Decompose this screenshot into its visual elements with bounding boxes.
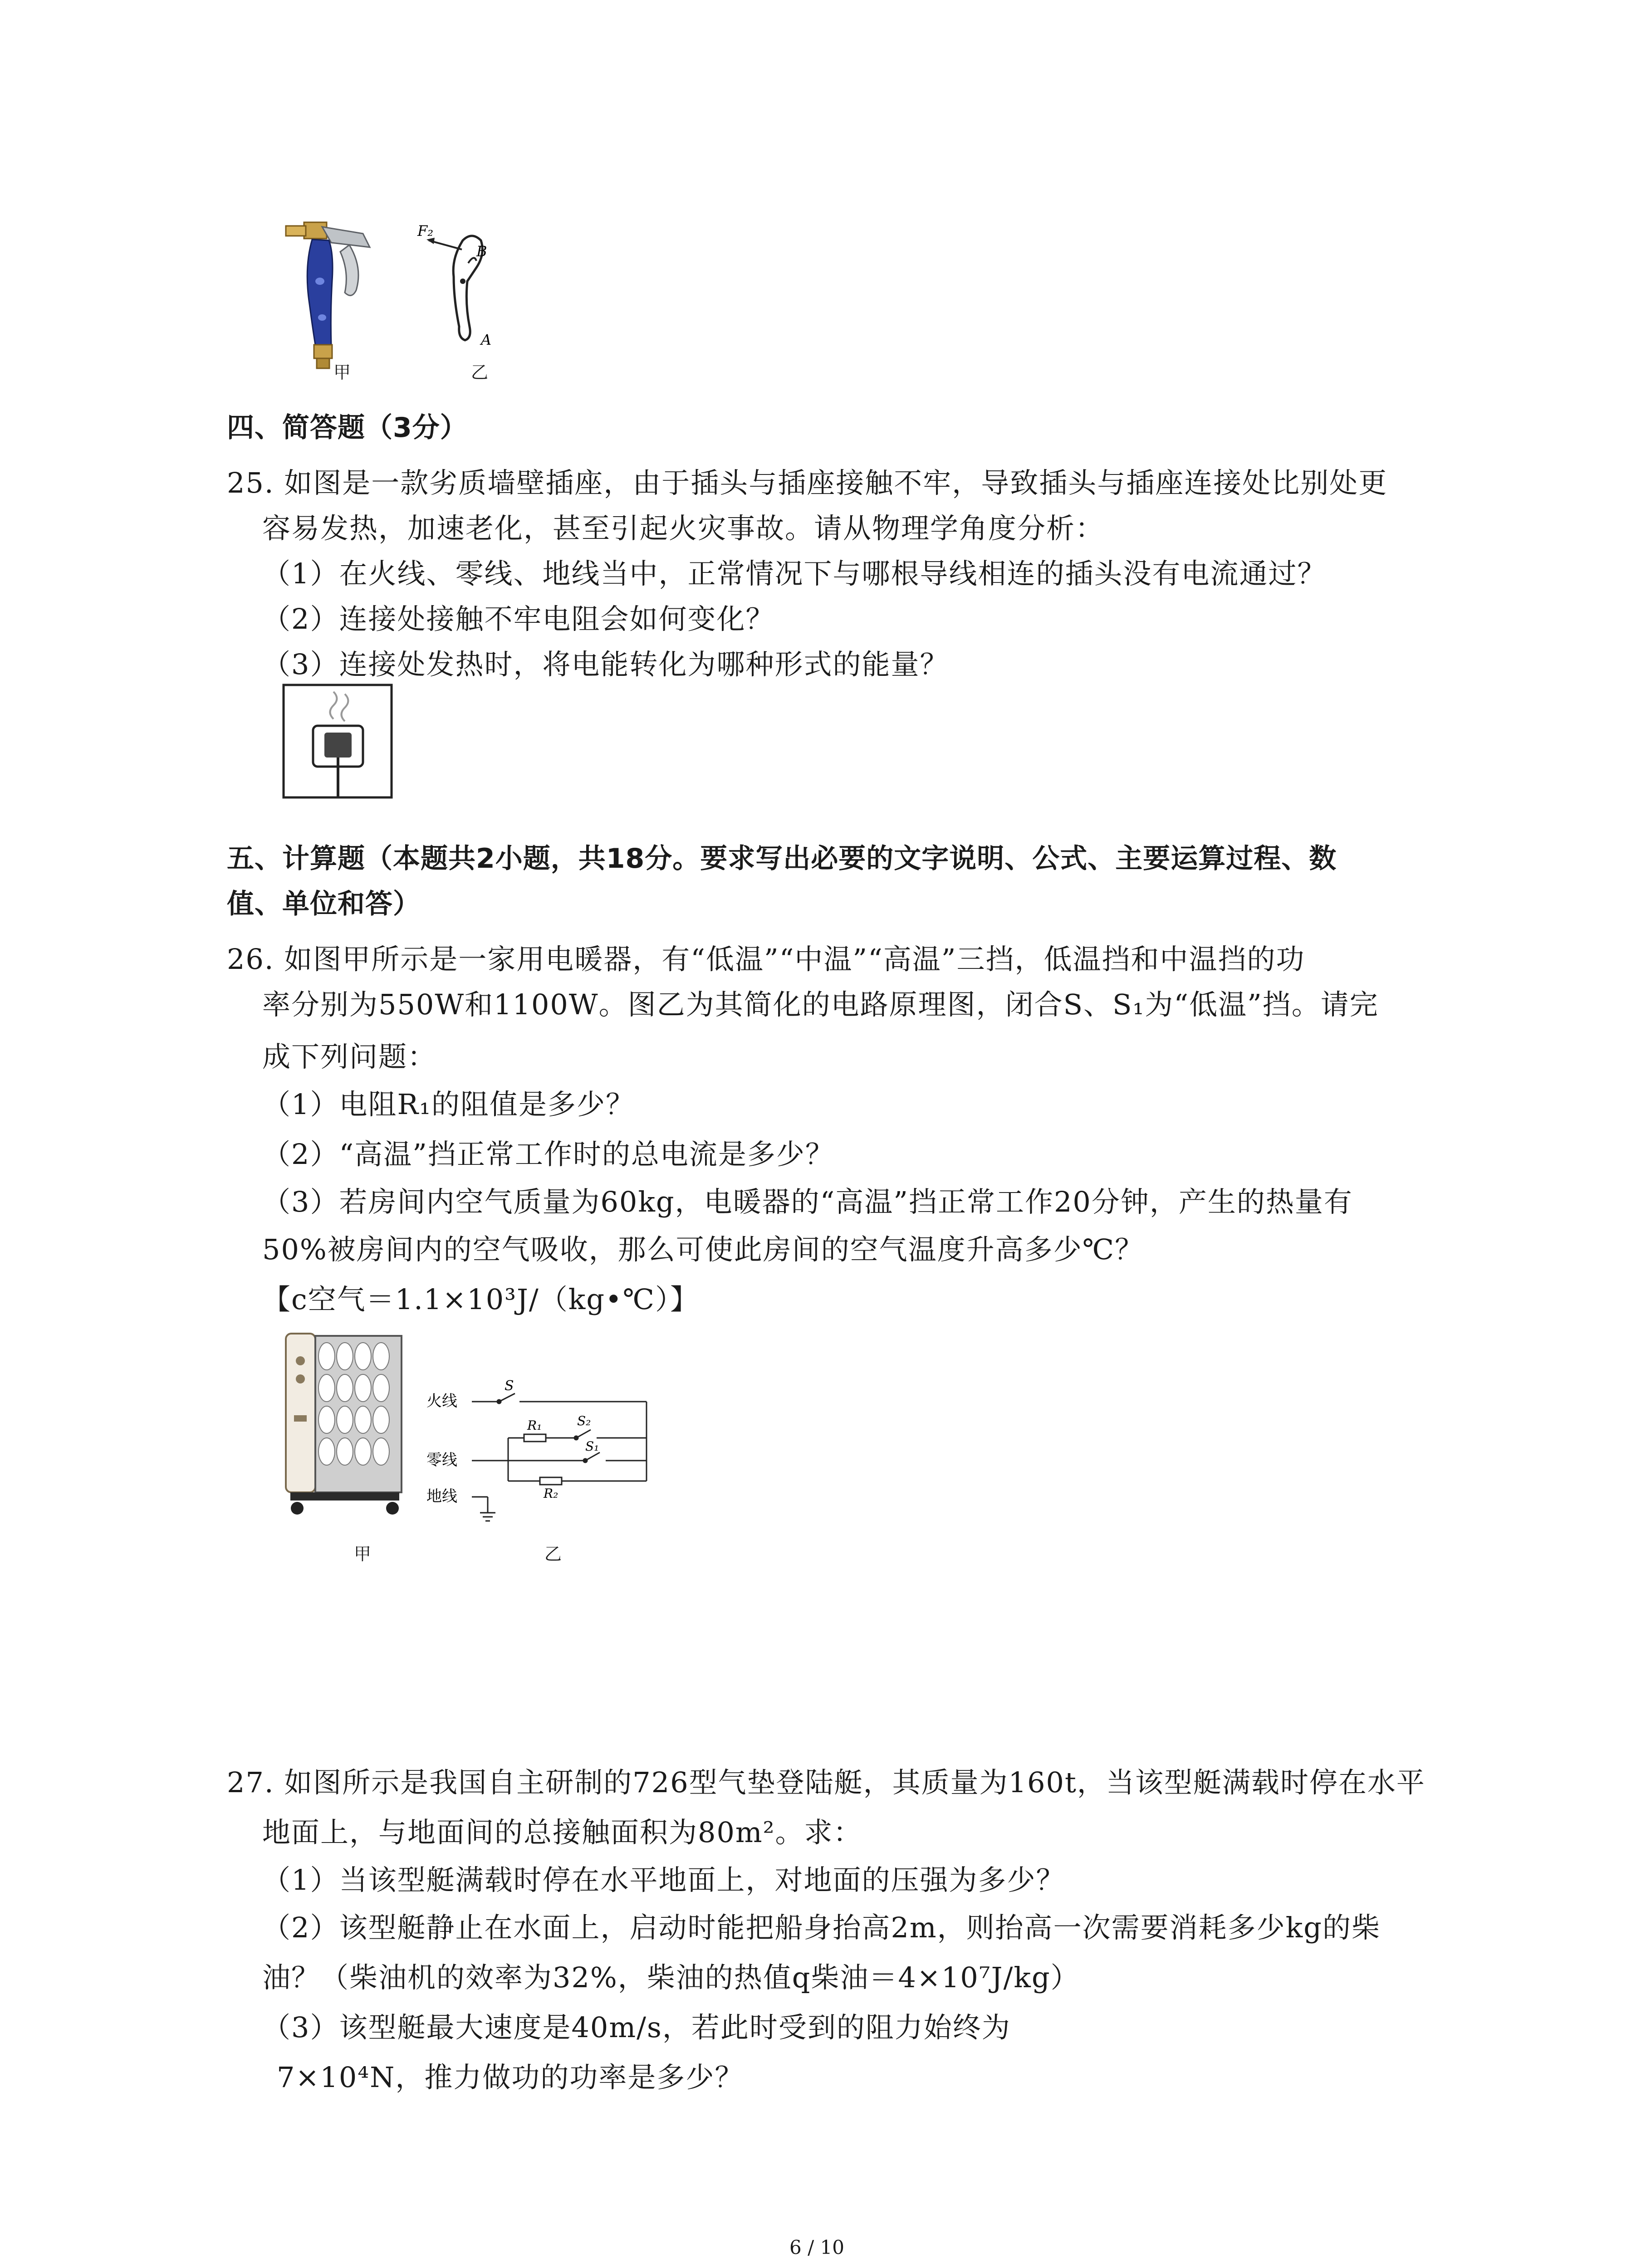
lever-diagram [408,213,513,367]
q26-sub-3a: （3）若房间内空气质量为60kg，电暖器的“高温”挡正常工作20分钟，产生的热量有 [262,1185,1353,1218]
label-F2: F₂ [417,222,434,240]
q27-sub-3a: （3）该型艇最大速度是40m/s，若此时受到的阻力始终为 [262,2011,1011,2044]
label-switch-S: S [505,1378,514,1394]
q27-sub-1: （1）当该型艇满载时停在水平地面上，对地面的压强为多少？ [262,1863,1065,1897]
q26-sub-3b: 50%被房间内的空气吸收，那么可使此房间的空气温度升高多少℃？ [262,1233,1144,1266]
q27-sub-2a: （2）该型艇静止在水面上，启动时能把船身抬高2m，则抬高一次需要消耗多少kg的柴 [262,1911,1381,1944]
heater-label-jia: 甲 [354,1544,372,1564]
q26-line-3: 成下列问题： [262,1040,437,1073]
q27-sub-2b: 油？（柴油机的效率为32%，柴油的热值q柴油＝4×10⁷J/kg） [262,1961,1080,1994]
label-A: A [481,331,492,348]
q25-line-1: 25. 如图是一款劣质墙壁插座，由于插头与插座接触不牢，导致插头与插座连接处比别处更 [227,466,1388,499]
figure-label-yi: 乙 [471,362,489,382]
label-live-wire: 火线 [426,1392,457,1410]
page-number: 6 / 10 [789,2236,845,2258]
q26-sub-2: （2）“高温”挡正常工作时的总电流是多少？ [262,1138,834,1171]
section-4-title: 四、简答题（3分） [227,412,468,444]
label-R2: R₂ [544,1486,558,1501]
section-5-title-line-1: 五、计算题（本题共2小题，共18分。要求写出必要的文字说明、公式、主要运算过程、数 [227,843,1337,875]
q27-sub-3b: 7×10⁴N，推力做功的功率是多少？ [277,2061,744,2094]
q26-line-1: 26. 如图甲所示是一家用电暖器，有“低温”“中温”“高温”三挡，低温挡和中温挡的功 [227,943,1305,976]
circuit-label-yi: 乙 [544,1544,562,1564]
q27-line-1: 27. 如图所示是我国自主研制的726型气垫登陆艇，其质量为160t，当该型艇满载时停在水平 [227,1766,1425,1799]
q26-constant: 【c空气＝1.1×10³J/（kg•℃）】 [262,1283,699,1316]
label-R1: R₁ [527,1418,542,1433]
label-neutral-wire: 零线 [426,1451,457,1469]
electric-heater-figure [281,1329,408,1520]
q27-line-2: 地面上，与地面间的总接触面积为80m²。求： [262,1816,862,1849]
label-B: B [476,243,487,260]
spray-gun-figure [272,213,390,386]
label-S2: S₂ [577,1413,591,1428]
wall-socket-figure [281,683,395,801]
q25-sub-1: （1）在火线、零线、地线当中，正常情况下与哪根导线相连的插头没有电流通过？ [262,557,1327,590]
q25-sub-3: （3）连接处发热时，将电能转化为哪种形式的能量？ [262,648,949,681]
figure-label-jia: 甲 [333,362,351,382]
q26-line-2: 率分别为550W和1100W。图乙为其简化的电路原理图，闭合S、S₁为“低温”挡。请完 [262,988,1379,1021]
section-5-title-line-2: 值、单位和答） [227,888,421,920]
q25-sub-2: （2）连接处接触不牢电阻会如何变化？ [262,602,775,635]
label-ground-wire: 地线 [426,1487,457,1505]
label-S1: S₁ [585,1439,599,1454]
q26-sub-1: （1）电阻R₁的阻值是多少？ [262,1088,635,1121]
q25-line-2: 容易发热，加速老化，甚至引起火灾事故。请从物理学角度分析： [262,512,1105,545]
circuit-diagram [422,1370,658,1533]
